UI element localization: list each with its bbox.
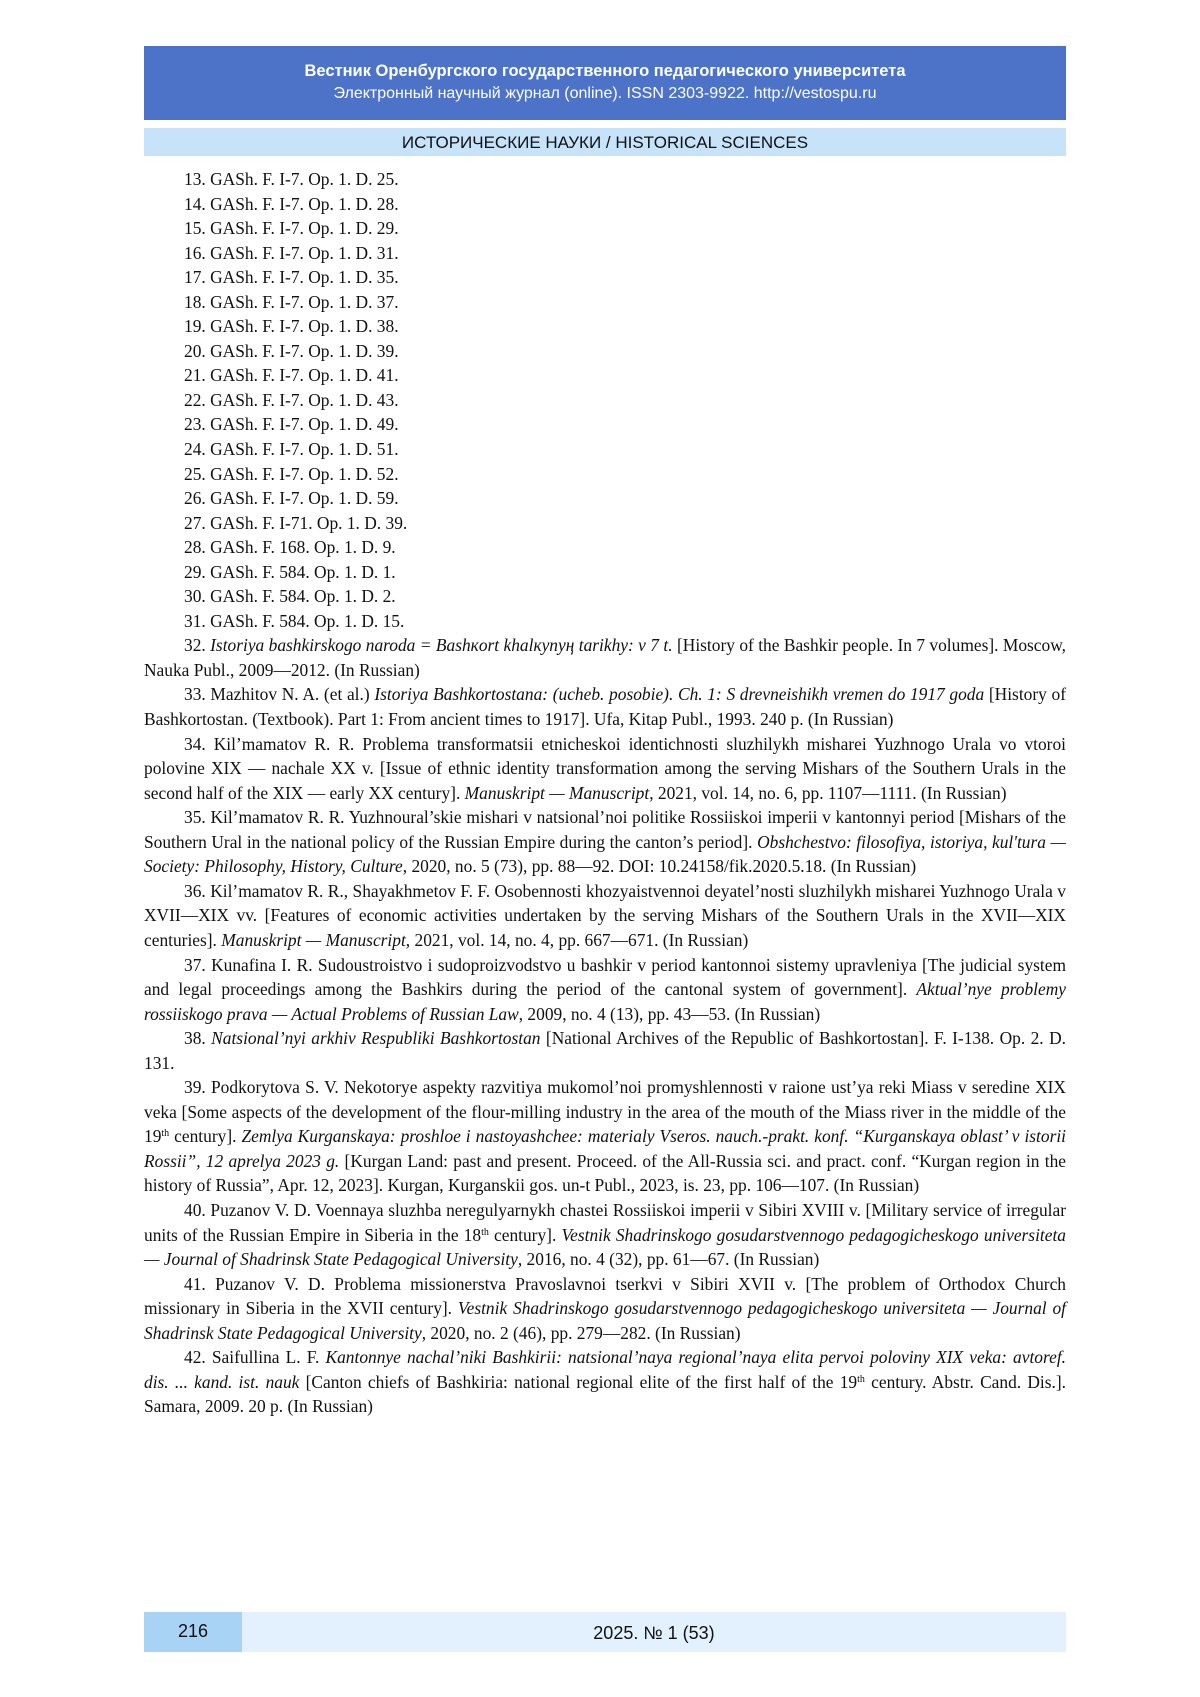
reference-number: 38. (184, 1028, 212, 1049)
ordinal-suffix: th (857, 1373, 865, 1385)
reference-item: 28. GASh. F. 168. Op. 1. D. 9. (184, 537, 396, 558)
ordinal-suffix: th (161, 1128, 170, 1140)
reference-item (144, 732, 1066, 806)
reference-list (144, 167, 1066, 1419)
reference-item: 17. GASh. F. I-7. Op. 1. D. 35. (184, 267, 399, 288)
reference-journal: Aktual’nye problemy rossiiskogo prava — Actual Problems of Russian Law (144, 979, 1066, 1024)
reference-item: 18. GASh. F. I-7. Op. 1. D. 37. (184, 291, 399, 312)
journal-header (144, 46, 1066, 120)
section-label: ИСТОРИЧЕСКИЕ НАУКИ / HISTORICAL SCIENCES (144, 128, 1066, 156)
reference-item: 22. GASh. F. I-7. Op. 1. D. 43. (184, 389, 399, 410)
reference-body: 39. Podkorytova S. V. Nekotorye aspekty razvitiya mukomol’noi promyshlennosti v raione ust’ya reki Miass v seredine XIX veka [Some aspects of the development of the flour-milling industry in the area of the mouth of the Miass river in the middle of the 19 (144, 1077, 1066, 1147)
reference-details: , 2021, vol. 14, no. 4, pp. 667—671. (In Russian) (405, 929, 749, 950)
reference-item (144, 1026, 1066, 1075)
reference-item: 25. GASh. F. I-7. Op. 1. D. 52. (184, 463, 399, 484)
reference-details: , 2009, no. 4 (13), pp. 43—53. (In Russian) (518, 1003, 821, 1024)
reference-item (144, 805, 1066, 879)
journal-subtitle: Электронный научный журнал (online). ISSN 2303-9922. http://vestospu.ru (333, 85, 877, 102)
journal-title: Вестник Оренбургского государственного педагогического университета (304, 62, 906, 80)
reference-author: 42. Saifullina L. F. (184, 1347, 326, 1368)
reference-details: [History of Bashkortostan. (Textbook). Part 1: From ancient times to 1917]. Ufa, Kitap Publ., 1993. 240 p. (In Russian) (144, 684, 1066, 730)
reference-item: 19. GASh. F. I-7. Op. 1. D. 38. (184, 316, 399, 337)
reference-details: , 2021, vol. 14, no. 6, pp. 1107—1111. (In Russian) (649, 782, 1007, 803)
reference-body: 35. Kil’mamatov R. R. Yuzhnoural’skie mishari v natsional’noi politike Rossiiskoi imperii v kantonnyi period [Mishars of the Southern Ural in the national policy of the Russian Empire during the canton’s period]. (144, 807, 1066, 852)
ordinal-suffix: th (481, 1226, 489, 1238)
reference-item: 13. GASh. F. I-7. Op. 1. D. 25. (184, 169, 399, 189)
reference-journal: Vestnik Shadrinskogo gosudarstvennogo pedagogicheskogo universiteta — Journal of Shadrinsk State Pedagogical University (144, 1298, 1066, 1343)
reference-title: Zemlya Kurganskaya: proshloe i nastoyashchee: materialy Vseros. nauch.-prakt. konf. “Kurganskaya oblast’ v istorii Rossii”, 12 aprelya 2023 g. (144, 1126, 1067, 1171)
reference-title: Natsional’nyi arkhiv Respubliki Bashkortostan (211, 1028, 541, 1049)
reference-item: 20. GASh. F. I-7. Op. 1. D. 39. (184, 340, 399, 361)
reference-journal: Vestnik Shadrinskogo gosudarstvennogo pedagogicheskogo universiteta — Journal of Shadrinsk State Pedagogical University (144, 1224, 1066, 1270)
reference-body: [Canton chiefs of Bashkiria: national regional elite of the first half of the 19 (299, 1371, 858, 1392)
reference-details: century. Abstr. Cand. Dis.]. Samara, 2009. 20 p. (In Russian) (144, 1371, 1067, 1417)
reference-journal: Obshchestvo: filosofiya, istoriya, kul'tura — Society: Philosophy, History, Culture (144, 831, 1066, 877)
reference-body: 37. Kunafina I. R. Sudoustroistvo i sudoproizvodstvo u bashkir v period kantonnoi sistemy upravleniya [The judicial system and legal proceedings among the Bashkirs during the period of the cantonal system of government]. (144, 954, 1066, 1000)
reference-journal: Manuskript — Manuscript (464, 782, 650, 803)
reference-item (144, 633, 1066, 682)
reference-item: 30. GASh. F. 584. Op. 1. D. 2. (184, 586, 396, 607)
reference-item (144, 682, 1066, 731)
reference-body: 36. Kil’mamatov R. R., Shayakhmetov F. F. Osobennosti khozyaistvennoi deyatel’nosti sluzhilykh misharei Yuzhnogo Urala v XVII—XIX vv. [Features of economic activities undertaken by the serving Mishars of the Southern Urals in the XVII—XIX centuries]. (144, 880, 1066, 950)
reference-details: , 2020, no. 5 (73), pp. 88—92. DOI: 10.24158/fik.2020.5.18. (In Russian) (402, 856, 917, 877)
reference-details: [History of the Bashkir people. In 7 volumes]. Moscow, Nauka Publ., 2009—2012. (In Russian) (144, 635, 1067, 680)
reference-item (144, 1345, 1066, 1419)
reference-number: 32. (184, 635, 211, 656)
reference-title: Kantonnye nachal’niki Bashkirii: natsional’naya regional’naya elita pervoi poloviny XIX veka: avtoref. dis. ... kand. ist. nauk (144, 1347, 1067, 1392)
reference-item: 29. GASh. F. 584. Op. 1. D. 1. (184, 561, 396, 582)
reference-item: 23. GASh. F. I-7. Op. 1. D. 49. (184, 414, 399, 435)
reference-item: 15. GASh. F. I-7. Op. 1. D. 29. (184, 218, 399, 239)
reference-details: , 2020, no. 2 (46), pp. 279—282. (In Russian) (421, 1322, 741, 1343)
reference-item: 14. GASh. F. I-7. Op. 1. D. 28. (184, 193, 399, 214)
reference-item: 26. GASh. F. I-7. Op. 1. D. 59. (184, 488, 399, 509)
reference-body: 41. Puzanov V. D. Problema missionerstva Pravoslavnoi tserkvi v Sibiri XVII v. [The problem of Orthodox Church missionary in Siberia in the XVII century]. (144, 1273, 1066, 1319)
reference-item (144, 879, 1066, 953)
reference-body: century]. (488, 1224, 562, 1245)
reference-title: Istoriya bashkirskogo naroda = Bashкort khalкynyң tarikhy: v 7 t. (210, 635, 673, 656)
reference-body: 40. Puzanov V. D. Voennaya sluzhba neregulyarnykh chastei Rossiiskoi imperii v Sibiri XVIII v. [Military service of irregular units of the Russian Empire in Siberia in the 18 (144, 1199, 1066, 1245)
reference-item (144, 1198, 1066, 1272)
issue-label: 2025. № 1 (53) (242, 1612, 1066, 1652)
page-number: 216 (144, 1612, 242, 1652)
reference-author: 33. Mazhitov N. A. (et al.) (184, 684, 375, 705)
reference-details: , 2016, no. 4 (32), pp. 61—67. (In Russian) (517, 1249, 820, 1270)
reference-item (144, 1075, 1066, 1198)
reference-details: [National Archives of the Republic of Bashkortostan]. F. I-138. Op. 2. D. 131. (144, 1028, 1066, 1073)
reference-item: 21. GASh. F. I-7. Op. 1. D. 41. (184, 365, 399, 386)
reference-body: 34. Kil’mamatov R. R. Problema transformatsii etnicheskoi identichnosti sluzhilykh misharei Yuzhnogo Urala vo vtoroi polovine XIX — nachale XX v. [Issue of ethnic identity transformation among the serving Mishars of the Southern Urals in the second half of the XIX — early XX century]. (144, 733, 1066, 803)
reference-item (144, 1272, 1066, 1346)
reference-item: 16. GASh. F. I-7. Op. 1. D. 31. (184, 242, 399, 263)
reference-journal: Manuskript — Manuscript (221, 929, 406, 950)
reference-title: Istoriya Bashkortostana: (ucheb. posobie). Ch. 1: S drevneishikh vremen do 1917 goda (374, 684, 985, 705)
reference-body: century]. (169, 1126, 242, 1147)
reference-item: 31. GASh. F. 584. Op. 1. D. 15. (184, 610, 405, 631)
reference-item: 27. GASh. F. I-71. Op. 1. D. 39. (184, 512, 408, 533)
reference-item: 24. GASh. F. I-7. Op. 1. D. 51. (184, 439, 399, 460)
reference-item (144, 953, 1066, 1027)
reference-details: [Kurgan Land: past and present. Proceed. of the All-Russia sci. and pract. conf. “Kurgan region in the history of Russia”, Apr. 12, 2023]. Kurgan, Kurganskii gos. un-t Publ., 2023, is. 23, pp. 106—107. (In Russian) (144, 1150, 1066, 1196)
